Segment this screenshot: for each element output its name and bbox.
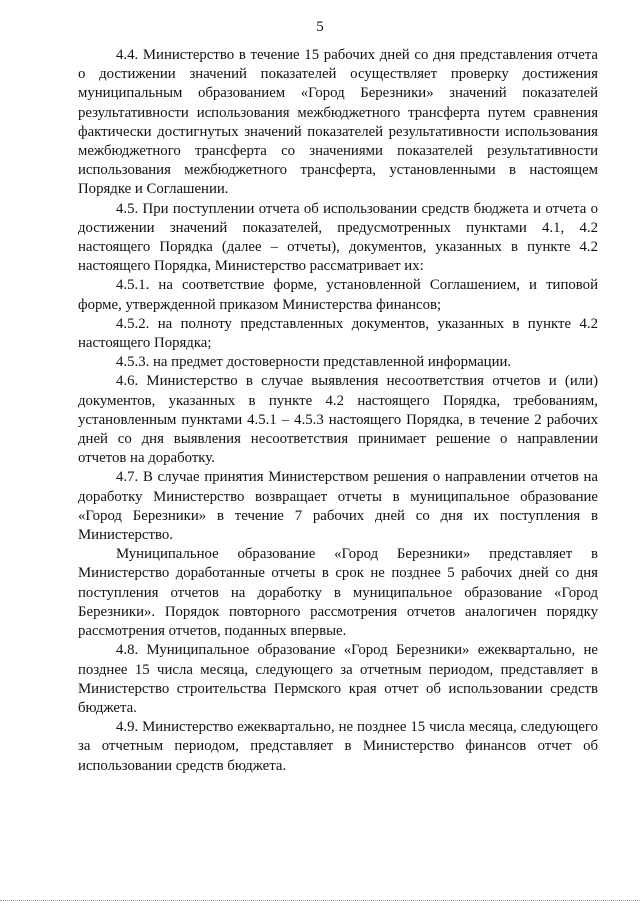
paragraph-4-7: 4.7. В случае принятия Министерством решения о направлении отчетов на доработку Министерство возвращает отчеты в муниципальное образование «Город Березники» в течение 7 рабочих дней со дня их поступления в Министерство. xyxy=(78,469,598,544)
paragraph-4-6: 4.6. Министерство в случае выявления несоответствия отчетов и (или) документов, указанных в пункте 4.2 настоящего Порядка, требованиям, установленным пунктами 4.5.1 – 4.5.3 настоящего Порядка, в течение 2 рабочих дней со дня выявления несоответствия принимает решение о направлении отчетов на доработку. xyxy=(78,373,598,467)
paragraph-4-5-1: 4.5.1. на соответствие форме, установленной Соглашением, и типовой форме, утвержденной приказом Министерства финансов; xyxy=(78,277,598,313)
paragraph-4-9: 4.9. Министерство ежеквартально, не позднее 15 числа месяца, следующего за отчетным периодом, представляет в Министерство финансов отчет об использовании средств бюджета. xyxy=(78,719,598,774)
paragraph-4-7-continued: Муниципальное образование «Город Березники» представляет в Министерство доработанные отчеты в срок не позднее 5 рабочих дней со дня поступления отчетов на доработку в муниципальное образование «Город Березники». Порядок повторного рассмотрения отчетов аналогичен порядку рассмотрения отчетов, поданных впервые. xyxy=(78,546,598,640)
paragraph-4-8: 4.8. Муниципальное образование «Город Березники» ежеквартально, не позднее 15 числа месяца, следующего за отчетным периодом, представляет в Министерство строительства Пермского края отчет об использовании средств бюджета. xyxy=(78,642,598,716)
document-body xyxy=(78,46,598,776)
paragraph-4-5-3: 4.5.3. на предмет достоверности представленной информации. xyxy=(116,354,512,371)
scan-bottom-edge xyxy=(0,900,640,902)
paragraph-4-5-2: 4.5.2. на полноту представленных документов, указанных в пункте 4.2 настоящего Порядка; xyxy=(78,315,598,352)
paragraph-4-4: 4.4. Министерство в течение 15 рабочих дней со дня представления отчета о достижении значений показателей осуществляет проверку достижения муниципальным образованием «Город Березники» значений показателей результативности использования межбюджетного трансферта путем сравнения фактически достигнутых значений показателей результативности использования межбюджетного трансферта со значениями показателей результативности использования межбюджетного трансферта, установленными в настоящем Порядке и Соглашении. xyxy=(78,47,598,198)
paragraph-4-5: 4.5. При поступлении отчета об использовании средств бюджета и отчета о достижении значений показателей, предусмотренных пунктами 4.1, 4.2 настоящего Порядка (далее – отчеты), документов, указанных в пункте 4.2 настоящего Порядка, Министерство рассматривает их: xyxy=(78,200,598,275)
page-number: 5 xyxy=(316,19,324,35)
